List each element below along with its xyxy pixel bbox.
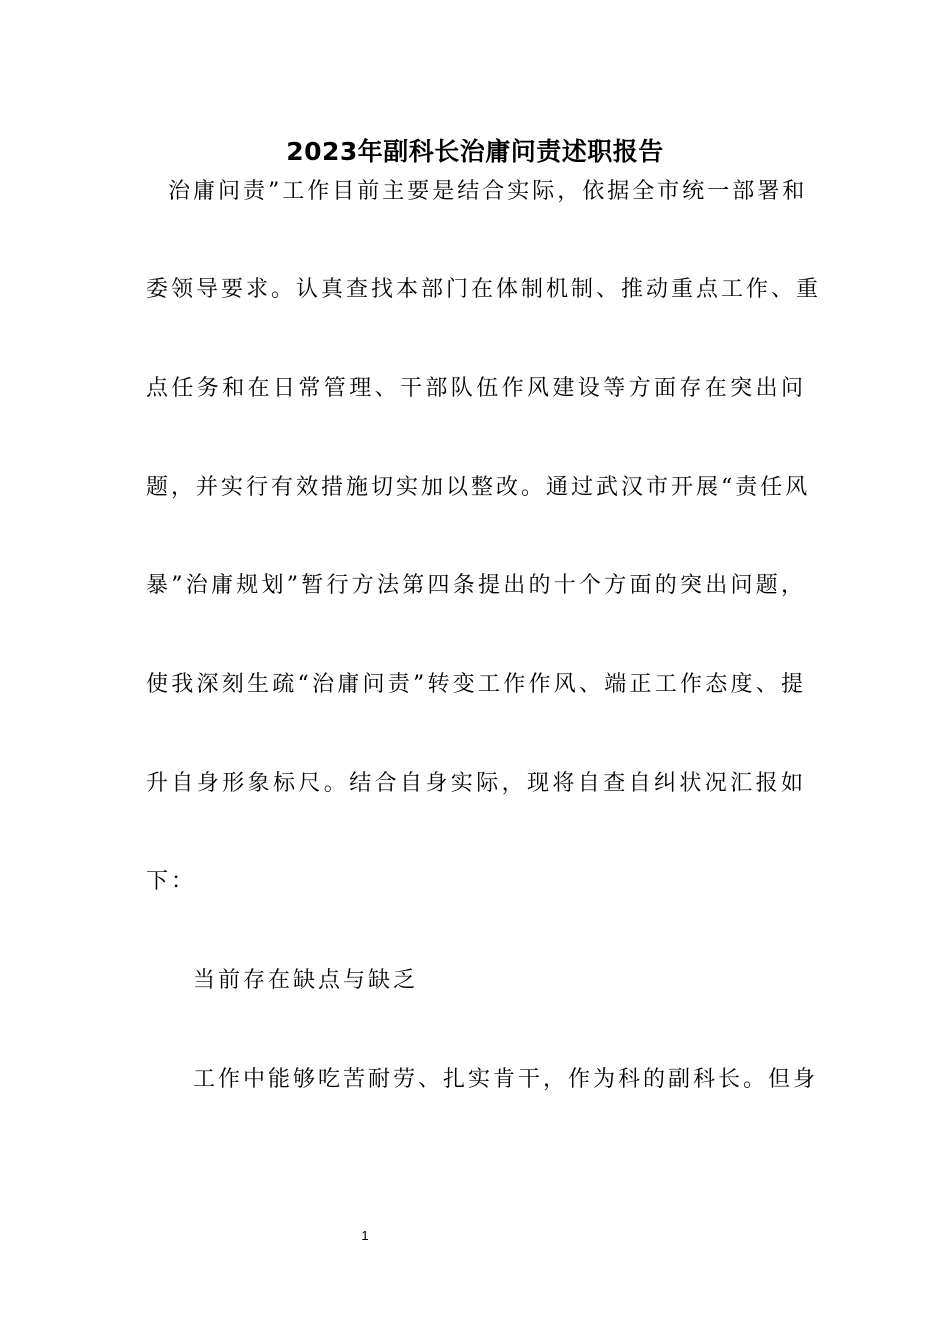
section-heading: 当前存在缺点与缺乏 [193,968,419,993]
paragraph-line: 下： [146,869,197,894]
paragraph-line: 工作中能够吃苦耐劳、扎实肯干，作为科的副科长。但身 [193,1067,819,1092]
document-title: 2023年副科长治庸问责述职报告 [286,137,664,166]
paragraph-line: 题，并实行有效措施切实加以整改。通过武汉市开展“责任风 [146,475,811,500]
paragraph-line: 升自身形象标尺。结合自身实际，现将自查自纠状况汇报如 [146,771,806,796]
paragraph-line: 委领导要求。认真查找本部门在体制机制、推动重点工作、重 [146,277,822,302]
page-number: 1 [361,1228,369,1243]
paragraph-line: 使我深刻生疏“治庸问责”转变工作作风、端正工作态度、提 [146,672,806,697]
paragraph-line: 治庸问责”工作目前主要是结合实际，依据全市统一部署和 [168,179,808,204]
paragraph-line: 暴”治庸规划”暂行方法第四条提出的十个方面的突出问题， [146,573,806,598]
paragraph-line: 点任务和在日常管理、干部队伍作风建设等方面存在突出问 [146,376,806,401]
